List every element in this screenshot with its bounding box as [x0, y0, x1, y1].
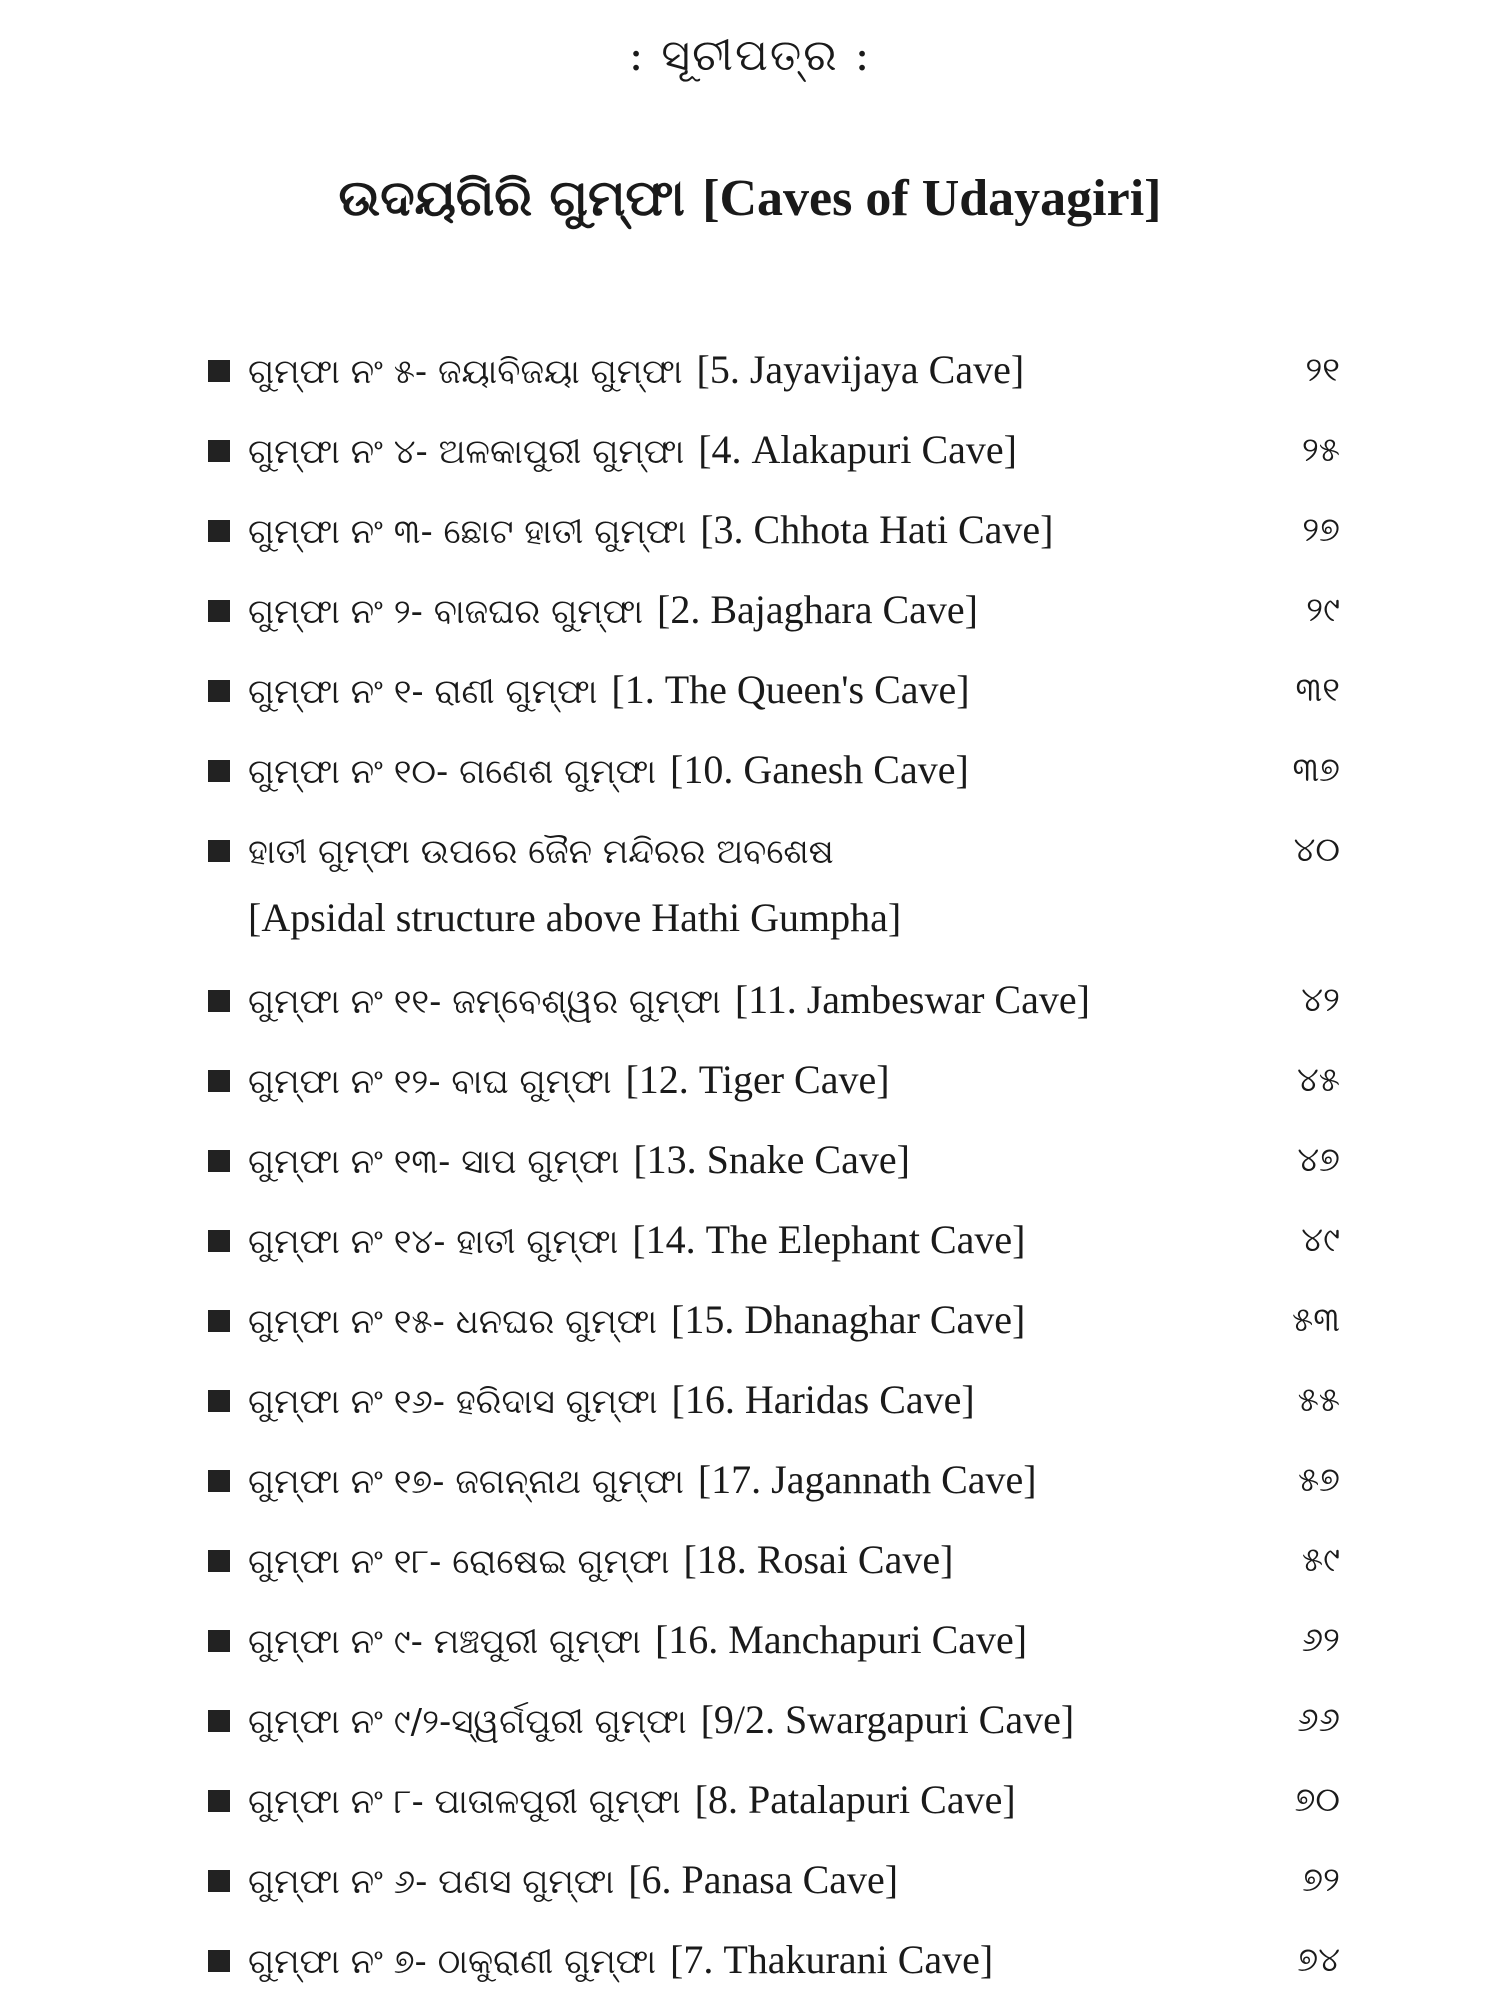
entry-page-number: ୪୯ — [1301, 1220, 1340, 1260]
square-bullet-icon — [208, 760, 230, 782]
entry-label — [248, 1040, 890, 1122]
entry-page-number: ୩୭ — [1292, 750, 1340, 790]
square-bullet-icon — [208, 1390, 230, 1412]
toc-entry[interactable] — [200, 410, 1350, 490]
toc-entry[interactable] — [200, 1680, 1350, 1760]
entry-odia: ଗୁମ୍ଫା ନଂ ୧୨- ବାଘ ଗୁମ୍ଫା — [248, 1062, 612, 1102]
square-bullet-icon — [208, 840, 230, 862]
entry-page-number: ୫୭ — [1297, 1460, 1340, 1500]
toc-entry[interactable] — [200, 1360, 1350, 1440]
toc-entry[interactable] — [200, 960, 1350, 1040]
square-bullet-icon — [208, 1230, 230, 1252]
section-title-odia: ଉଦୟଗିରି ଗୁମ୍ଫା — [338, 168, 685, 227]
entry-odia: ଗୁମ୍ଫା ନଂ ୧୫- ଧନଘର ଗୁମ୍ଫା — [248, 1302, 658, 1342]
square-bullet-icon — [208, 1710, 230, 1732]
entry-page-number: ୨୯ — [1306, 590, 1340, 630]
entry-english: [17. Jagannath Cave] — [697, 1457, 1037, 1502]
square-bullet-icon — [208, 520, 230, 542]
entry-page-number: ୫୫ — [1297, 1380, 1340, 1420]
entry-page-number: ୨୧ — [1305, 350, 1340, 390]
square-bullet-icon — [208, 680, 230, 702]
entry-label — [248, 1120, 910, 1202]
entry-odia: ଗୁମ୍ଫା ନଂ ୧୧- ଜମ୍ବେଶ୍ୱର ଗୁମ୍ଫା — [248, 982, 721, 1022]
entry-odia: ଗୁମ୍ଫା ନଂ ୧୩- ସାପ ଗୁମ୍ଫା — [248, 1142, 620, 1182]
square-bullet-icon — [208, 1150, 230, 1172]
toc-entry[interactable] — [200, 1120, 1350, 1200]
entry-page-number: ୬୬ — [1297, 1700, 1340, 1740]
entry-page-number: ୭୪ — [1297, 1940, 1340, 1980]
entry-odia: ଗୁମ୍ଫା ନଂ ୪- ଅଳକାପୁରୀ ଗୁମ୍ଫା — [248, 432, 685, 472]
entry-label — [248, 330, 1024, 412]
entry-english: [3. Chhota Hati Cave] — [700, 507, 1054, 552]
entry-page-number: ୭୨ — [1302, 1860, 1340, 1900]
entry-english: [18. Rosai Cave] — [683, 1537, 954, 1582]
entry-english: [4. Alakapuri Cave] — [698, 427, 1017, 472]
section-title — [0, 168, 1500, 228]
entry-label — [248, 1680, 1074, 1762]
entry-english: [9/2. Swargapuri Cave] — [700, 1697, 1075, 1742]
entry-english-line2: [Apsidal structure above Hathi Gumpha] — [248, 895, 902, 940]
entry-label — [248, 1520, 953, 1602]
entry-odia: ଗୁମ୍ଫା ନଂ ୧୪- ହାତୀ ଗୁମ୍ଫା — [248, 1222, 619, 1262]
entry-odia: ଗୁମ୍ଫା ନଂ ୨- ବାଜଘର ଗୁମ୍ଫା — [248, 592, 644, 632]
entry-page-number: ୭୦ — [1294, 1780, 1340, 1820]
toc-entry[interactable] — [200, 490, 1350, 570]
entry-page-number: ୨୭ — [1302, 510, 1340, 550]
square-bullet-icon — [208, 440, 230, 462]
square-bullet-icon — [208, 990, 230, 1012]
entry-page-number: ୨୫ — [1301, 430, 1340, 470]
toc-entry[interactable] — [200, 1920, 1350, 2000]
entry-label — [248, 730, 969, 812]
entry-english: [14. The Elephant Cave] — [632, 1217, 1026, 1262]
toc-entry[interactable] — [200, 1760, 1350, 1840]
page-heading: : ସୂଚୀପତ୍ର : — [628, 30, 872, 81]
entry-odia: ଗୁମ୍ଫା ନଂ ୬- ପଣସ ଗୁମ୍ଫା — [248, 1862, 615, 1902]
toc-entry[interactable] — [200, 1200, 1350, 1280]
square-bullet-icon — [208, 1630, 230, 1652]
square-bullet-icon — [208, 360, 230, 382]
entry-label — [248, 1360, 975, 1442]
entry-english: [5. Jayavijaya Cave] — [696, 347, 1025, 392]
entry-label — [248, 1440, 1037, 1522]
entry-english: [12. Tiger Cave] — [625, 1057, 890, 1102]
entry-odia: ଗୁମ୍ଫା ନଂ ୧୮- ରୋଷେଇ ଗୁମ୍ଫା — [248, 1542, 670, 1582]
entry-english: [6. Panasa Cave] — [628, 1857, 899, 1902]
toc-entry[interactable] — [200, 810, 1350, 960]
entry-page-number: ୪୫ — [1296, 1060, 1340, 1100]
toc-entry[interactable] — [200, 1040, 1350, 1120]
entry-label — [248, 1600, 1027, 1682]
entry-odia: ଗୁମ୍ଫା ନଂ ୧୬- ହରିଦାସ ଗୁମ୍ଫା — [248, 1382, 658, 1422]
toc-list — [200, 330, 1350, 2000]
entry-label — [248, 1840, 898, 1922]
toc-entry[interactable] — [200, 1280, 1350, 1360]
toc-entry[interactable] — [200, 330, 1350, 410]
entry-odia: ଗୁମ୍ଫା ନଂ ୩- ଛୋଟ ହାତୀ ଗୁମ୍ଫା — [248, 512, 687, 552]
entry-english: [16. Haridas Cave] — [671, 1377, 975, 1422]
toc-entry[interactable] — [200, 650, 1350, 730]
entry-label — [248, 650, 970, 732]
entry-odia: ଗୁମ୍ଫା ନଂ ୯/୨-ସ୍ୱର୍ଗପୁରୀ ଗୁମ୍ଫା — [248, 1702, 687, 1742]
entry-page-number: ୬୨ — [1301, 1620, 1340, 1660]
entry-page-number: ୪୦ — [1293, 830, 1340, 870]
toc-entry[interactable] — [200, 1840, 1350, 1920]
entry-page-number: ୩୧ — [1295, 670, 1340, 710]
entry-english: [8. Patalapuri Cave] — [694, 1777, 1016, 1822]
square-bullet-icon — [208, 1950, 230, 1972]
toc-entry[interactable] — [200, 570, 1350, 650]
square-bullet-icon — [208, 1550, 230, 1572]
entry-label — [248, 1920, 993, 2002]
entry-odia: ଗୁମ୍ଫା ନଂ ୫- ଜୟାବିଜୟା ଗୁମ୍ଫା — [248, 352, 683, 392]
entry-odia: ଗୁମ୍ଫା ନଂ ୧୭- ଜଗନ୍ନାଥ ଗୁମ୍ଫା — [248, 1462, 684, 1502]
entry-label — [248, 960, 1090, 1042]
entry-page-number: ୫୯ — [1301, 1540, 1340, 1580]
entry-english: [1. The Queen's Cave] — [611, 667, 970, 712]
entry-label — [248, 1200, 1025, 1282]
square-bullet-icon — [208, 1070, 230, 1092]
entry-odia: ଗୁମ୍ଫା ନଂ ୧- ରାଣୀ ଗୁମ୍ଫା — [248, 672, 598, 712]
entry-odia: ହାତୀ ଗୁମ୍ଫା ଉପରେ ଜୈନ ମନ୍ଦିରର ଅବଶେଷ — [248, 832, 834, 872]
square-bullet-icon — [208, 600, 230, 622]
entry-english: [10. Ganesh Cave] — [670, 747, 969, 792]
entry-odia: ଗୁମ୍ଫା ନଂ ୧୦- ଗଣେଶ ଗୁମ୍ଫା — [248, 752, 657, 792]
entry-page-number: ୪୨ — [1301, 980, 1340, 1020]
entry-english: [16. Manchapuri Cave] — [654, 1617, 1028, 1662]
entry-english: [7. Thakurani Cave] — [670, 1937, 994, 1982]
square-bullet-icon — [208, 1870, 230, 1892]
entry-label — [248, 570, 978, 652]
square-bullet-icon — [208, 1790, 230, 1812]
entry-label — [248, 490, 1053, 572]
entry-label — [248, 410, 1017, 492]
toc-entry[interactable] — [200, 730, 1350, 810]
entry-odia: ଗୁମ୍ଫା ନଂ ୮- ପାତାଳପୁରୀ ଗୁମ୍ଫା — [248, 1782, 681, 1822]
toc-entry[interactable] — [200, 1520, 1350, 1600]
entry-english: [2. Bajaghara Cave] — [657, 587, 978, 632]
toc-entry[interactable] — [200, 1440, 1350, 1520]
entry-english: [15. Dhanaghar Cave] — [671, 1297, 1026, 1342]
square-bullet-icon — [208, 1470, 230, 1492]
entry-odia: ଗୁମ୍ଫା ନଂ ୭- ଠାକୁରାଣୀ ଗୁମ୍ଫା — [248, 1942, 657, 1982]
toc-entry[interactable] — [200, 1600, 1350, 1680]
entry-english: [11. Jambeswar Cave] — [734, 977, 1090, 1022]
section-title-english: [Caves of Udayagiri] — [702, 170, 1162, 227]
entry-label — [248, 1280, 1025, 1362]
square-bullet-icon — [208, 1310, 230, 1332]
entry-page-number: ୫୩ — [1292, 1300, 1340, 1340]
entry-page-number: ୪୭ — [1297, 1140, 1340, 1180]
entry-odia: ଗୁମ୍ଫା ନଂ ୯- ମଞ୍ଚପୁରୀ ଗୁମ୍ଫା — [248, 1622, 641, 1662]
entry-label — [248, 1760, 1016, 1842]
entry-english: [13. Snake Cave] — [633, 1137, 910, 1182]
